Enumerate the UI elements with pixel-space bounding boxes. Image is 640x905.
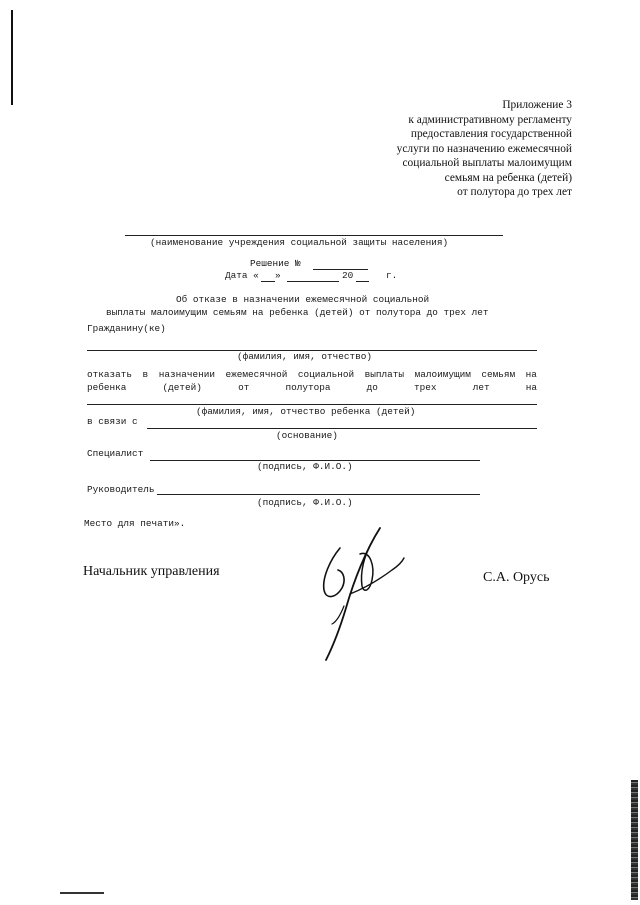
text-word: от [238, 382, 250, 393]
citizen-caption: (фамилия, имя, отчество) [237, 351, 373, 362]
annex-line: социальной выплаты малоимущим [402, 157, 572, 169]
child-name-line [87, 404, 537, 405]
specialist-label: Специалист [87, 448, 144, 459]
stamp-place-label: Место для печати». [84, 518, 186, 529]
text-word: отказать [87, 369, 133, 380]
text-word: на [525, 369, 537, 380]
annex-line: предоставления государственной [410, 128, 572, 140]
text-word: полутора [285, 382, 331, 393]
text-word: до [366, 382, 378, 393]
text-word: в [142, 369, 149, 380]
refusal-text-row-2 [87, 382, 537, 393]
reason-line [147, 428, 537, 429]
signatory-name: С.А. Орусь [483, 570, 550, 585]
date-quote-close: » [275, 270, 281, 281]
text-word: трех [414, 382, 437, 393]
institution-line [125, 235, 503, 236]
annex-line: от полутора до трех лет [457, 186, 572, 198]
text-word: назначении [158, 369, 215, 380]
text-word: социальной [297, 369, 355, 380]
text-word: на [525, 382, 537, 393]
scan-edge-mark [60, 892, 104, 894]
handwritten-signature [300, 520, 410, 665]
text-word: лет [472, 382, 490, 393]
scan-edge-mark [631, 780, 638, 900]
reason-label: в связи с [87, 416, 138, 427]
head-signature-line [157, 494, 480, 495]
decision-label: Решение № [250, 258, 301, 269]
annex-title: Приложение 3 [502, 99, 572, 111]
specialist-caption: (подпись, Ф.И.О.) [257, 461, 353, 472]
date-label: Дата « [225, 270, 259, 281]
text-word: ребенка [87, 382, 127, 393]
date-month-line [287, 281, 339, 282]
citizen-label: Гражданину(ке) [87, 323, 166, 334]
text-word: малоимущим [414, 369, 471, 380]
text-word: ежемесячной [225, 369, 288, 380]
annex-line: к административному регламенту [408, 113, 572, 126]
head-caption: (подпись, Ф.И.О.) [257, 497, 353, 508]
date-day-line [261, 281, 275, 282]
signatory-position: Начальник управления [83, 564, 220, 579]
date-suffix: г. [386, 270, 398, 281]
annex-header [397, 98, 572, 200]
scan-edge-mark [11, 10, 13, 105]
annex-line: семьям на ребенка (детей) [444, 171, 572, 184]
text-word: (детей) [162, 382, 202, 393]
annex-line: услуги по назначению ежемесячной [396, 142, 572, 155]
subject-line-1: Об отказе в назначении ежемесячной социальной [176, 294, 430, 305]
institution-caption: (наименование учреждения социальной защиты населения) [150, 237, 449, 248]
head-label: Руководитель [87, 484, 155, 495]
refusal-text-row-1 [87, 369, 537, 380]
reason-caption: (основание) [276, 430, 338, 441]
text-word: выплаты [364, 369, 405, 380]
text-word: семьям [481, 369, 516, 380]
child-caption: (фамилия, имя, отчество ребенка (детей) [196, 406, 416, 417]
subject-line-2: выплаты малоимущим семьям на ребенка (детей) от полутора до трех лет [106, 307, 489, 318]
date-year: 20 [342, 270, 354, 281]
date-year-line [356, 281, 369, 282]
decision-number-line [313, 269, 368, 270]
